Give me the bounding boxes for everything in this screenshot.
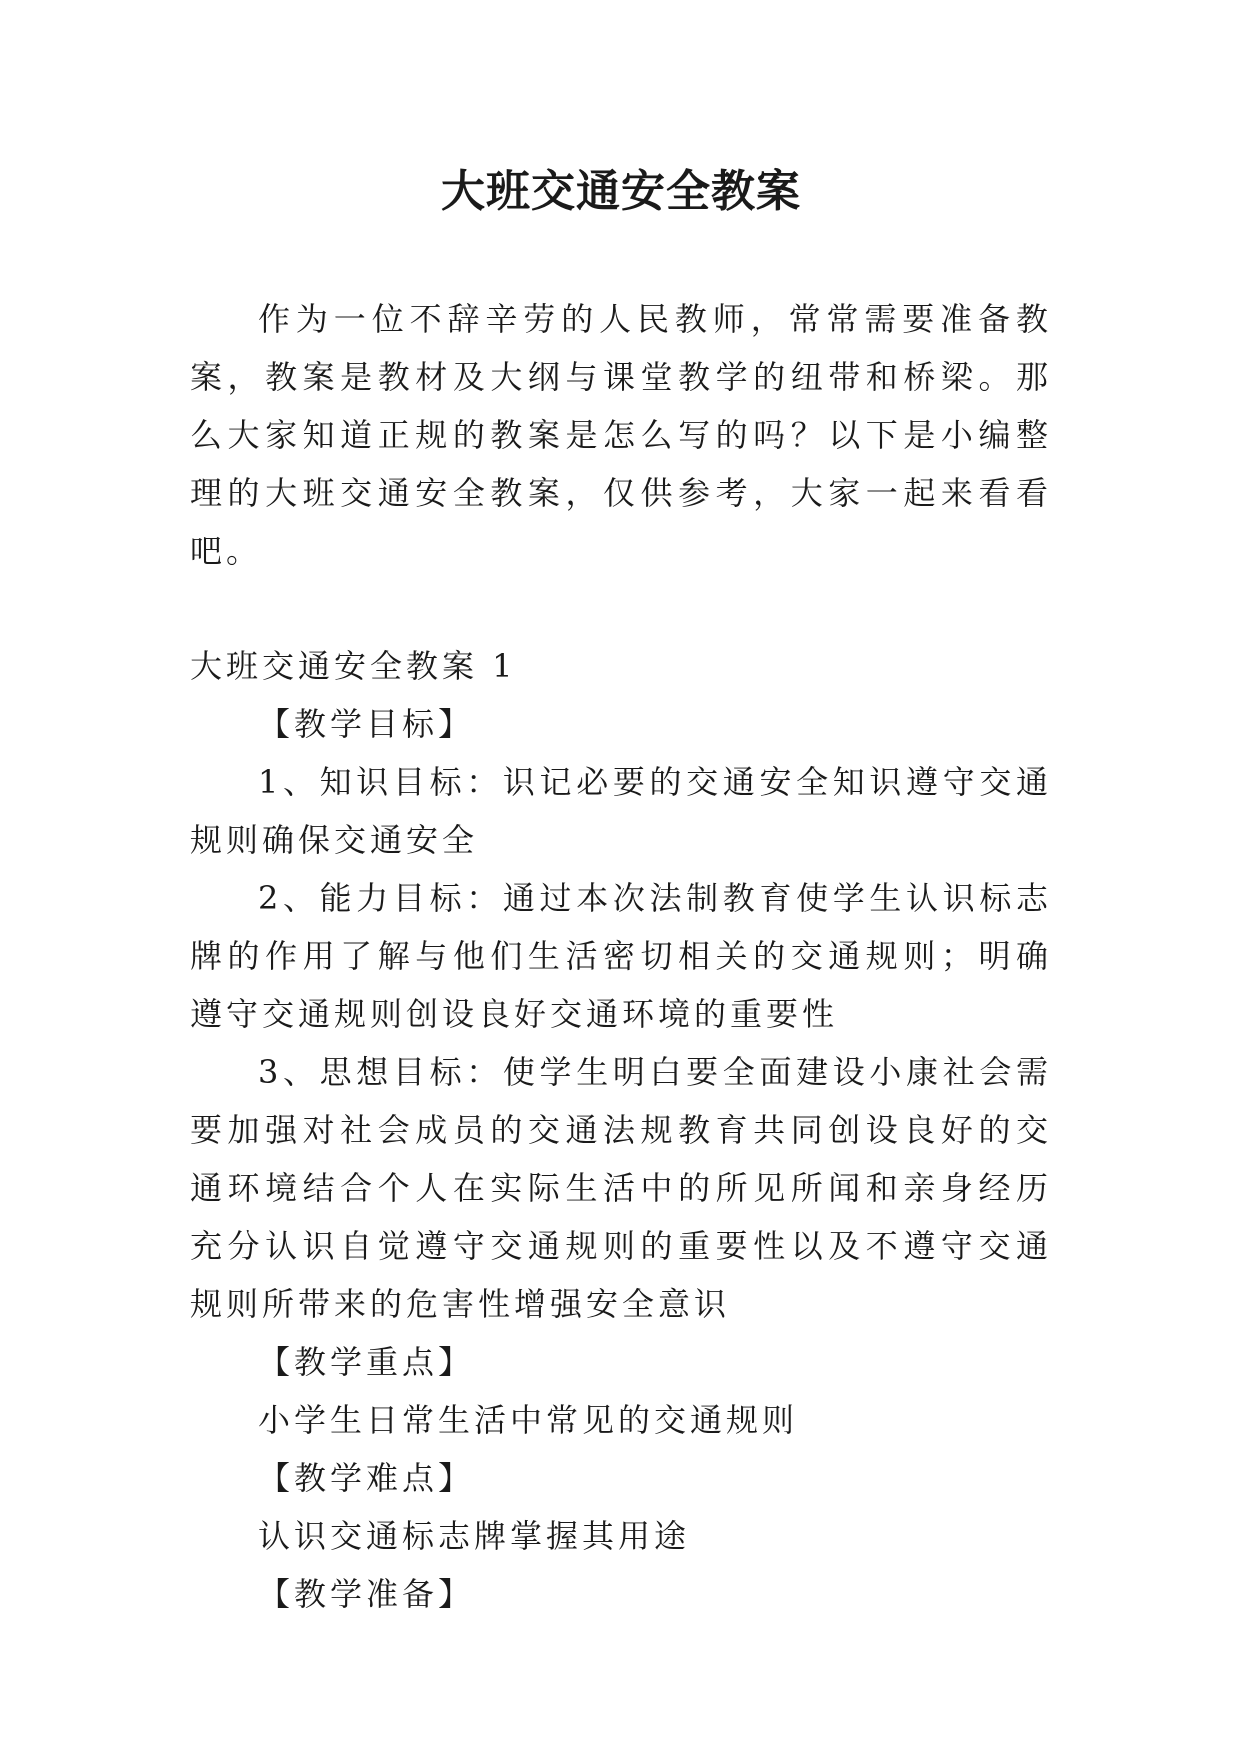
goal-thought: 3、思想目标：使学生明白要全面建设小康社会需要加强对社会成员的交通法规教育共同创设良好的交通环境结合个人在实际生活中的所见所闻和亲身经历充分认识自觉遵守交通规则的重要性以及不遵守交通规则所带来的危害性增强安全意识 (190, 1053, 1052, 1323)
section-title: 大班交通安全教案 1 (190, 647, 517, 685)
goal-ability: 2、能力目标：通过本次法制教育使学生认识标志牌的作用了解与他们生活密切相关的交通规则；明确遵守交通规则创设良好交通环境的重要性 (190, 879, 1052, 1033)
goal-knowledge: 1、知识目标：识记必要的交通安全知识遵守交通规则确保交通安全 (190, 763, 1052, 859)
document-title: 大班交通安全教案 (441, 166, 801, 217)
difficulty-heading: 【教学难点】 (258, 1459, 475, 1497)
difficulty-text: 认识交通标志牌掌握其用途 (258, 1517, 691, 1555)
key-points-text: 小学生日常生活中常见的交通规则 (258, 1401, 799, 1439)
preparation-heading: 【教学准备】 (258, 1575, 475, 1613)
document-body (190, 290, 1052, 1623)
key-points-heading: 【教学重点】 (258, 1343, 475, 1381)
goals-heading: 【教学目标】 (258, 705, 475, 743)
intro-paragraph: 作为一位不辞辛劳的人民教师，常常需要准备教案，教案是教材及大纲与课堂教学的纽带和桥梁。那么大家知道正规的教案是怎么写的吗？以下是小编整理的大班交通安全教案，仅供参考，大家一起来看看吧。 (190, 300, 1052, 570)
